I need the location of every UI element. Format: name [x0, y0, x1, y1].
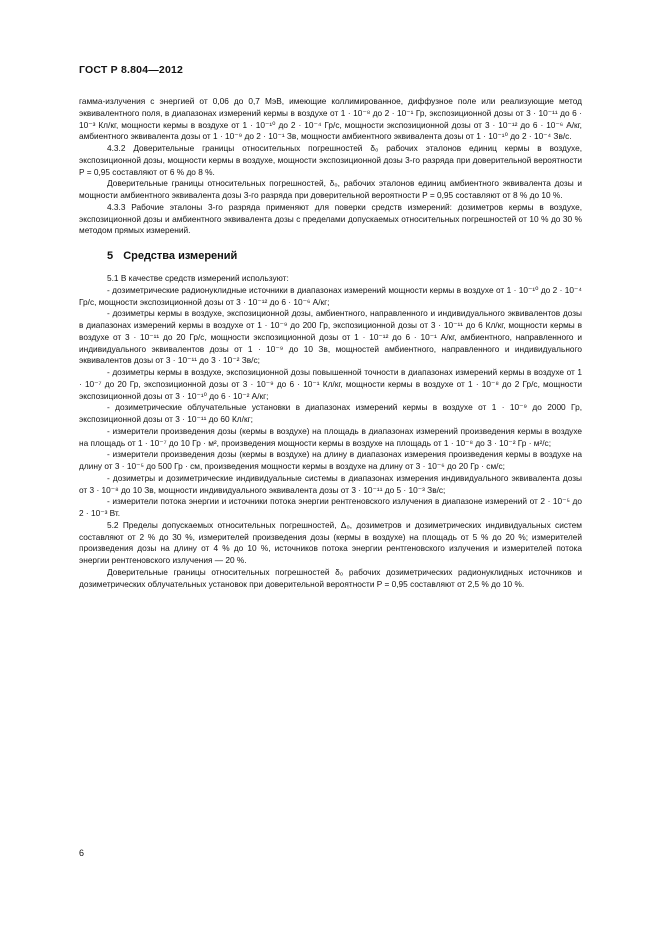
paragraph-confidence-limits-sources: Доверительные границы относительных погрешностей δ₀ рабочих дозиметрических радионуклидных источников и дозиметрических облучательных установок при доверительной вероятности P = 0,95 составляют от 2,5 % до 10 %.: [79, 566, 582, 589]
section-heading: [79, 249, 582, 263]
list-item: - дозиметры кермы в воздухе, экспозиционной дозы, амбиентного, направленного и индивидуального эквивалентов дозы в диапазонах измерений кермы в воздухе от 1 · 10⁻⁹ до 200 Гр, экспозиционной дозы от 3 · 10⁻¹¹ до 6 Кл/кг, мощности кермы в воздухе от 3 · 10⁻¹¹ до 20 Гр/с, мощности экспозиционной дозы от 1 · 10⁻¹² до 6 · 10⁻¹ А/кг, амбиентного, направленного и индивидуального эквивалентов дозы от 1 · 10⁻⁹ до 10 Зв, мощностей амбиентного, направленного и индивидуального эквивалентов дозы от 3 · 10⁻¹¹ до 3 · 10⁻² Зв/с;: [79, 308, 582, 366]
list-item: - измерители потока энергии и источники потока энергии рентгеновского излучения в диапазоне измерений от 2 · 10⁻⁵ до 2 · 10⁻³ Вт.: [79, 496, 582, 518]
section-title: Средства измерений: [123, 250, 238, 262]
paragraph-4-3-3: 4.3.3 Рабочие эталоны 3-го разряда применяют для поверки средств измерений: дозиметров кермы в воздухе, экспозиционной дозы и амбиентного эквивалента дозы с пределами допускаемых относительных погрешностей от 10 % до 30 % методом прямых измерений.: [79, 201, 582, 236]
document-header: ГОСТ Р 8.804—2012: [79, 64, 184, 76]
list-item: - дозиметры кермы в воздухе, экспозиционной дозы повышенной точности в диапазонах измерений кермы в воздухе от 1 · 10⁻⁷ до 20 Гр, экспозиционной дозы от 3 · 10⁻⁹ до 6 · 10⁻¹ Кл/кг, мощности кермы в воздухе от 1 · 10⁻⁸ до 2 Гр/с, мощности экспозиционной дозы от 3 · 10⁻¹⁰ до 6 · 10⁻² А/кг;: [79, 367, 582, 401]
paragraph-4-3-2: 4.3.2 Доверительные границы относительных погрешностей δ₀ рабочих эталонов единиц кермы в воздухе, экспозиционной дозы, мощности кермы в воздухе, мощности экспозиционной дозы 3-го разряда при доверительной вероятности P = 0,95 составляют от 6 % до 8 %.: [79, 143, 582, 177]
paragraph-confidence-limits: Доверительные границы относительных погрешностей, δ₀, рабочих эталонов единиц амбиентного эквивалента дозы и мощности амбиентного эквивалента дозы 3-го разряда при доверительной вероятности P = 0,95 составляют от 8 % до 10 %.: [79, 178, 582, 200]
paragraph-continuation: гамма-излучения с энергией от 0,06 до 0,7 МэВ, имеющие коллимированное, диффузное поле или реализующие метод эквивалентного поля, в диапазонах измерений кермы в воздухе от 1 · 10⁻⁸ до 2 · 10⁻¹ Гр, экспозиционной дозы от 3 · 10⁻¹¹ до 6 · 10⁻³ Кл/кг, мощности кермы в воздухе от 1 · 10⁻¹⁰ до 2 · 10⁻⁴ Гр/с, мощности экспозиционной дозы от 3 · 10⁻¹² до 6 · 10⁻⁶ А/кг, амбиентного эквивалента дозы от 1 · 10⁻⁹ до 2 · 10⁻¹ Зв, мощности амбиентного эквивалента дозы от 1 · 10⁻¹⁰ до 2 · 10⁻⁴ Зв/с.: [79, 96, 582, 142]
list-item: - измерители произведения дозы (кермы в воздухе) на площадь в диапазонах измерений произведения кермы в воздухе на площадь от 1 · 10⁻⁷ до 10 Гр · м², произведения мощности кермы в воздухе на площадь от 1 · 10⁻⁸ до 3 · 10⁻² Гр · м²/с;: [79, 425, 582, 448]
list-item: - дозиметры и дозиметрические индивидуальные системы в диапазонах измерения индивидуального эквивалента дозы от 3 · 10⁻⁸ до 10 Зв, мощности индивидуального эквивалента дозы от 3 · 10⁻¹¹ до 5 · 10⁻³ Зв/с;: [79, 472, 582, 495]
paragraph-5-1: 5.1 В качестве средств измерений используют:: [107, 273, 289, 283]
paragraph-5-2: 5.2 Пределы допускаемых относительных погрешностей, Δ₀, дозиметров и дозиметрических индивидуальных систем составляют от 2 % до 30 %, измерителей произведения дозы (кермы в воздухе) на площадь от 5 % до 20 %; измерителей произведения дозы на длину от 4 % до 10 %, источников потока энергии рентгеновского излучения и измерителей потока энергии рентгеновского излучения — 20 %.: [79, 519, 582, 565]
document-body: [79, 96, 582, 590]
list-item: - измерители произведения дозы (кермы в воздухе) на длину в диапазонах измерения произведения кермы в воздухе на длину от 3 · 10⁻⁵ до 500 Гр · см, произведения мощности кермы в воздухе на длину от 3 · 10⁻⁶ до 20 Гр · см/с;: [79, 449, 582, 471]
list-item: - дозиметрические облучательные установки в диапазонах измерений кермы в воздухе от 1 · 10⁻⁹ до 2000 Гр, экспозиционной дозы от 3 · 10⁻¹¹ до 60 Кл/кг;: [79, 402, 582, 424]
page-number: 6: [79, 848, 85, 858]
list-item: - дозиметрические радионуклидные источники в диапазонах измерений мощности кермы в воздухе от 1 · 10⁻¹⁰ до 2 · 10⁻⁴ Гр/с, мощности экспозиционной дозы от 3 · 10⁻¹² до 6 · 10⁻⁶ А/кг;: [79, 284, 582, 307]
section-number: 5: [107, 250, 114, 262]
